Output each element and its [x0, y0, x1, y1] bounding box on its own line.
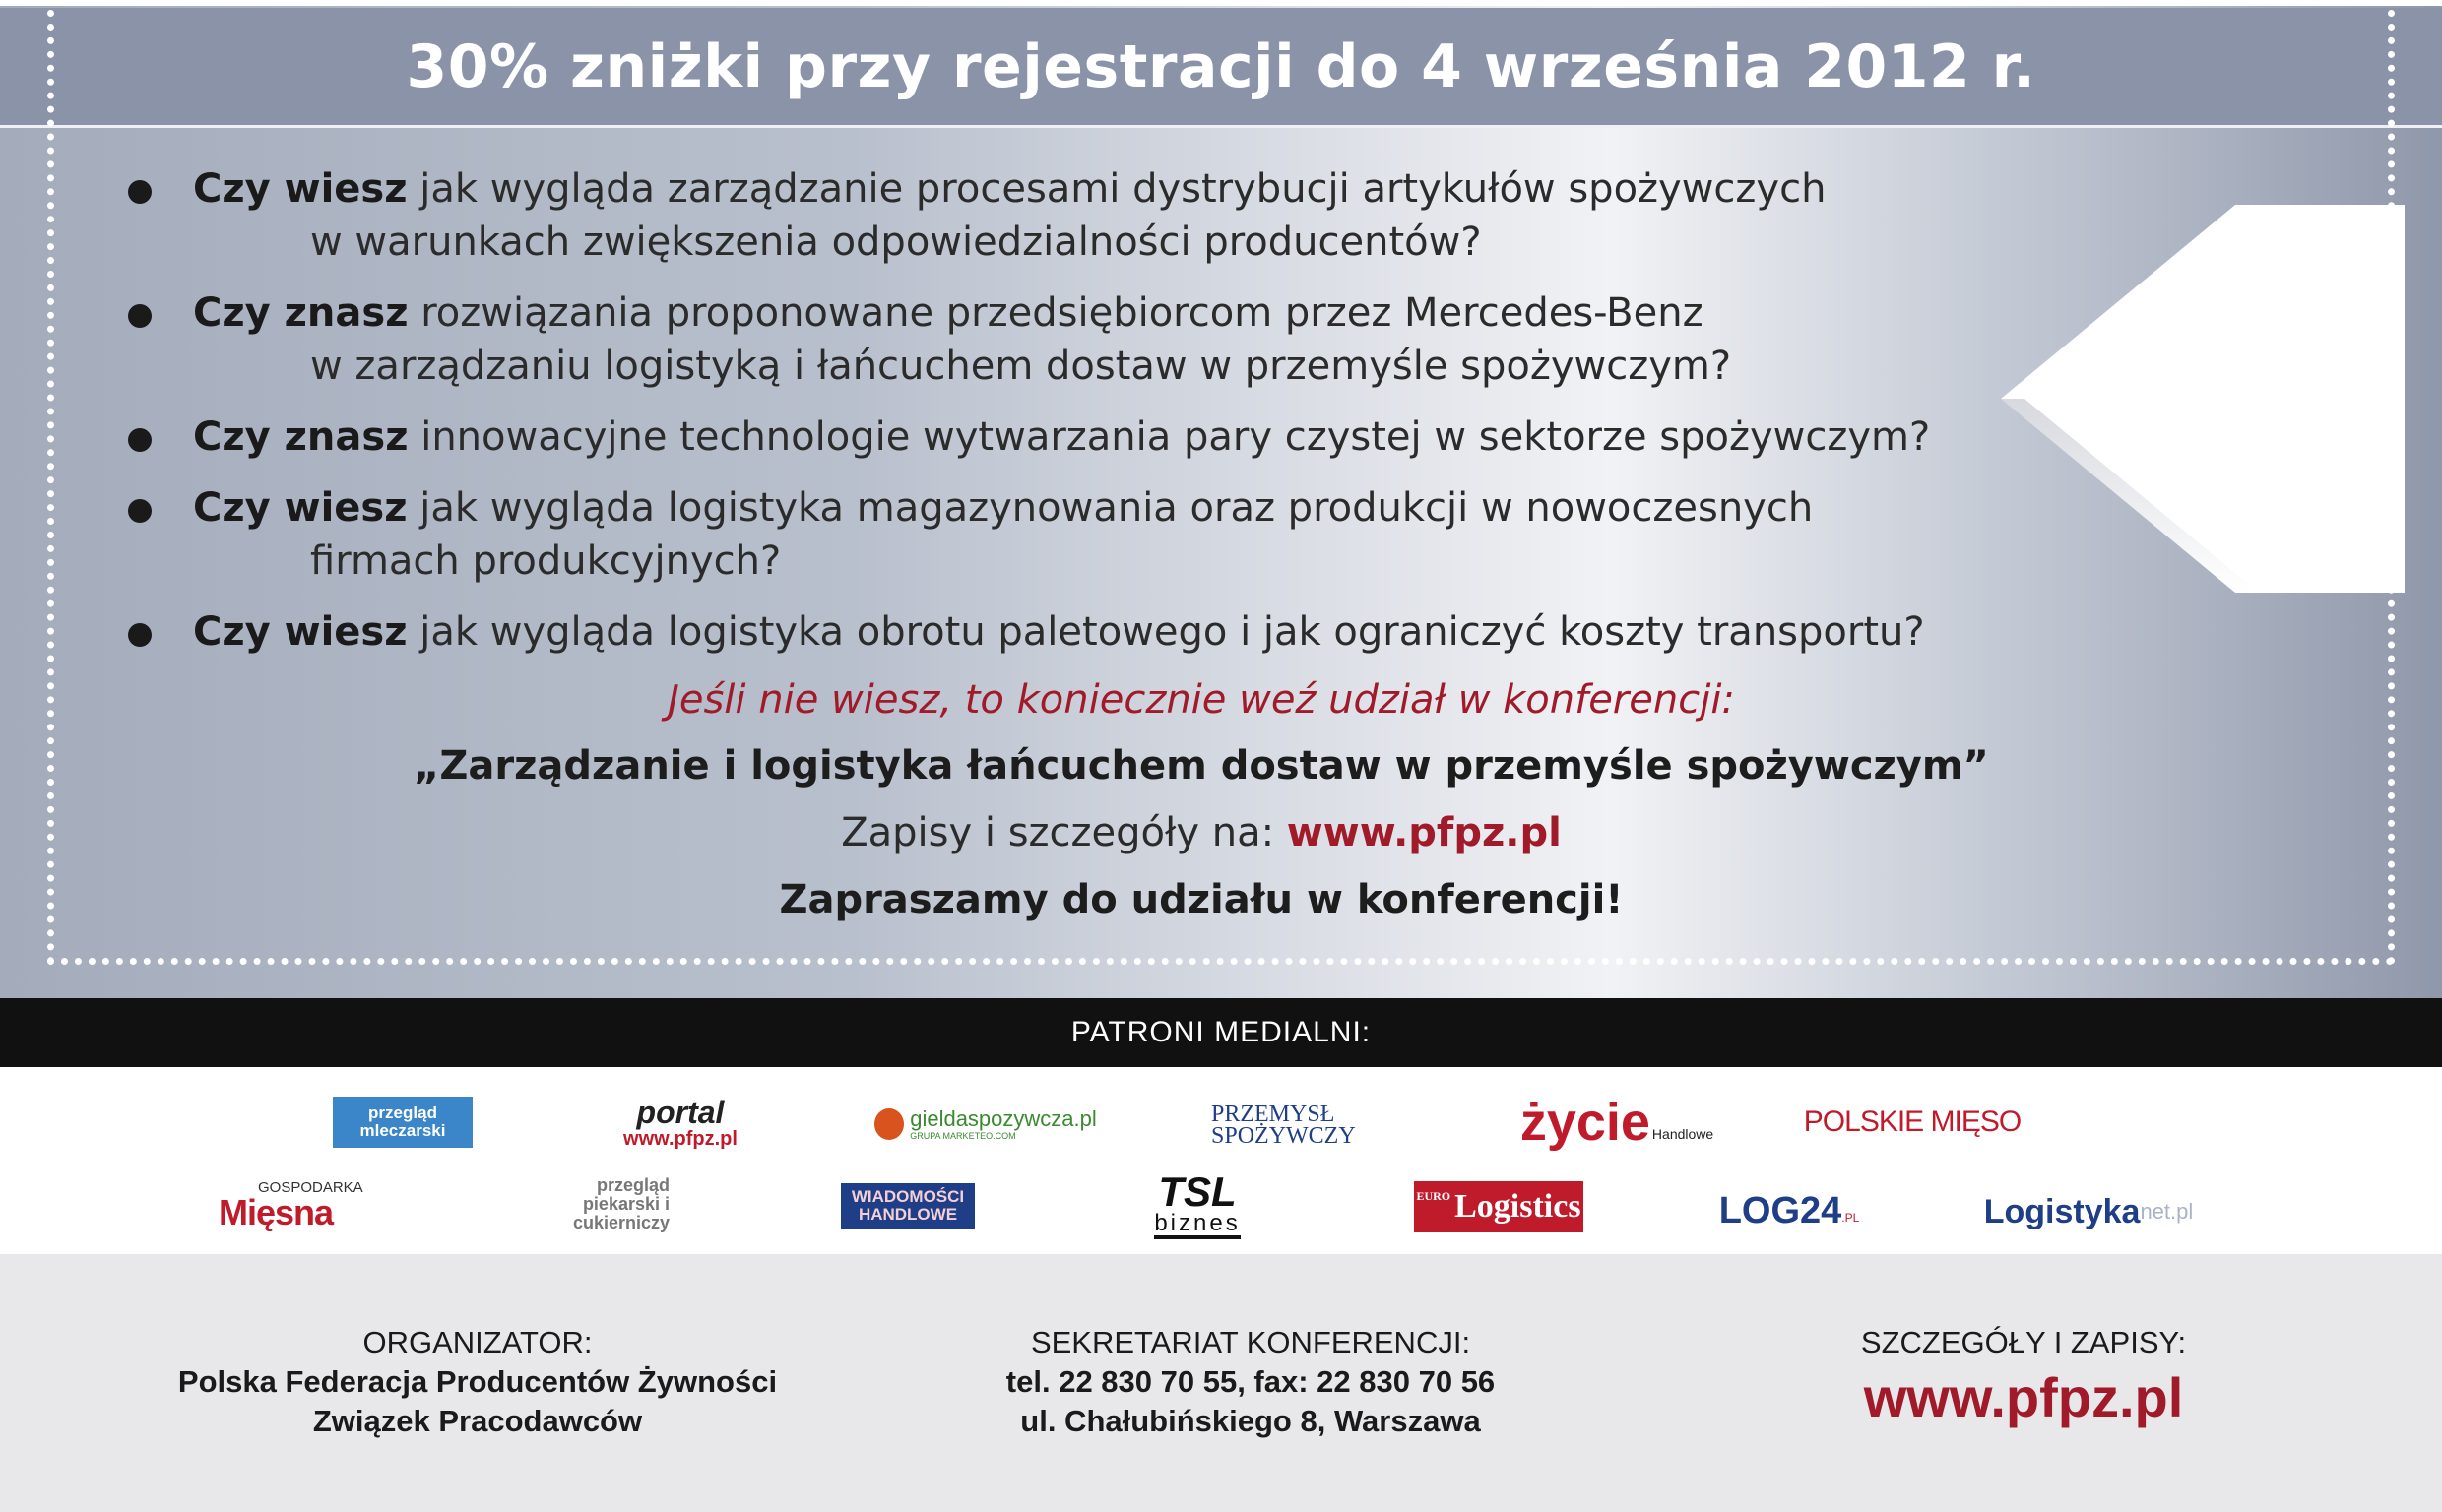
logo-log24[interactable]: LOG24 .PL	[1718, 1190, 1860, 1231]
question-text: jak wygląda logistyka magazynowania oraz produkcji w nowoczesnych	[407, 485, 1814, 531]
question-item	[118, 605, 1969, 659]
question-line	[193, 481, 1969, 535]
bullet-icon	[128, 304, 152, 328]
invite-text: Zapraszamy do udziału w konferencji!	[779, 877, 1624, 922]
question-item	[118, 481, 1969, 588]
question-text: jak wygląda logistyka obrotu paletowego i jak ograniczyć koszty transportu?	[407, 609, 1925, 655]
registration-prefix: Zapisy i szczegóły na:	[841, 810, 1287, 855]
footer	[0, 1254, 2442, 1512]
secretariat-heading: SEKRETARIAT KONFERENCJI:	[1030, 1325, 1471, 1359]
question-lead: Czy wiesz	[193, 609, 408, 655]
secretariat-address: ul. Chałubińskiego 8, Warszawa	[1020, 1404, 1481, 1438]
logo-zycie-handlowe[interactable]: życie Handlowe	[1519, 1093, 1714, 1152]
logo-tsl-biznes[interactable]: TSL biznes	[1140, 1169, 1254, 1242]
logo-przeglad-piekarski[interactable]: przegląd piekarski i cukierniczy	[572, 1174, 670, 1232]
logo-portal-pfpz[interactable]: portal www.pfpz.pl	[623, 1095, 738, 1150]
question-item	[118, 410, 1969, 464]
arrow-left-icon	[2001, 205, 2405, 593]
details-heading: SZCZEGÓŁY I ZAPISY:	[1860, 1325, 2187, 1359]
question-line	[193, 410, 1969, 464]
question-text: innowacyjne technologie wytwarzania pary czystej w sektorze spożywczym?	[408, 414, 1931, 460]
logo-euro-logistics[interactable]: EURO Logistics	[1414, 1181, 1583, 1232]
banner-title: 30% zniżki przy rejestracji do 4 września 2012 r.	[406, 32, 2036, 101]
question-lead: Czy znasz	[193, 414, 409, 460]
conference-title: „Zarządzanie i logistyka łańcuchem dostaw w przemyśle spożywczym”	[414, 743, 1989, 788]
logo-wiadomosci-handlowe[interactable]: WIADOMOŚCI HANDLOWE	[841, 1183, 975, 1228]
logo-przeglad-mleczarski[interactable]: przegląd mleczarski	[333, 1097, 473, 1148]
patrons-label: PATRONI MEDIALNI:	[1070, 1016, 1372, 1048]
logo-polskie-mieso[interactable]: POLSKIE MIĘSO	[1803, 1105, 2022, 1138]
secretariat-block	[886, 1323, 1615, 1441]
logo-gieldaspozywcza[interactable]: gieldaspozywcza.pl GRUPA MARKETEO.COM	[868, 1101, 1103, 1148]
cta-italic: Jeśli nie wiesz, to koniecznie weź udział w konferencji:	[668, 677, 1735, 723]
question-continuation: w warunkach zwiększenia odpowiedzialności producentów?	[310, 220, 1482, 265]
logo-przemysl-spozywczy[interactable]: PRZEMYSŁ SPOŻYWCZY	[1211, 1102, 1356, 1149]
question-text: jak wygląda zarządzanie procesami dystrybucji artykułów spożywczych	[407, 166, 1827, 212]
top-divider	[0, 0, 2442, 6]
details-link[interactable]: www.pfpz.pl	[1863, 1366, 2184, 1428]
question-continuation: firmach produkcyjnych?	[310, 538, 782, 584]
discount-banner	[0, 8, 2442, 128]
question-line	[193, 605, 1969, 659]
question-text: rozwiązania proponowane przedsiębiorcom przez Mercedes-Benz	[408, 290, 1703, 336]
details-block	[1792, 1323, 2255, 1433]
bullet-icon	[128, 623, 152, 647]
apple-icon	[874, 1108, 904, 1140]
registration-link[interactable]: www.pfpz.pl	[1286, 810, 1562, 855]
question-lead: Czy wiesz	[193, 485, 408, 531]
patrons-bar	[0, 998, 2442, 1067]
bullet-icon	[128, 428, 152, 452]
organizer-type: Związek Pracodawców	[312, 1404, 643, 1438]
patron-logos	[0, 1067, 2442, 1254]
logo-logistyka-net[interactable]: Logistyka net.pl	[1983, 1193, 2194, 1230]
secretariat-phone: tel. 22 830 70 55, fax: 22 830 70 56	[1005, 1364, 1496, 1399]
organizer-block	[118, 1323, 837, 1441]
question-lead: Czy znasz	[193, 290, 409, 336]
question-continuation: w zarządzaniu logistyką i łańcuchem dostaw w przemyśle spożywczym?	[310, 344, 1732, 389]
call-to-action	[197, 667, 2206, 933]
question-item	[118, 286, 1969, 393]
logo-gospodarka-miesna[interactable]: GOSPODARKA Mięsna	[219, 1179, 363, 1232]
question-item	[118, 162, 1969, 269]
organizer-heading: ORGANIZATOR:	[362, 1325, 593, 1359]
question-line	[193, 162, 1969, 216]
organizer-name: Polska Federacja Producentów Żywności	[177, 1364, 778, 1399]
bullet-icon	[128, 499, 152, 523]
question-lead: Czy wiesz	[193, 166, 408, 212]
registration-line	[197, 799, 2206, 866]
question-line	[193, 286, 1969, 340]
bullet-icon	[128, 180, 152, 204]
question-list	[118, 162, 1969, 676]
